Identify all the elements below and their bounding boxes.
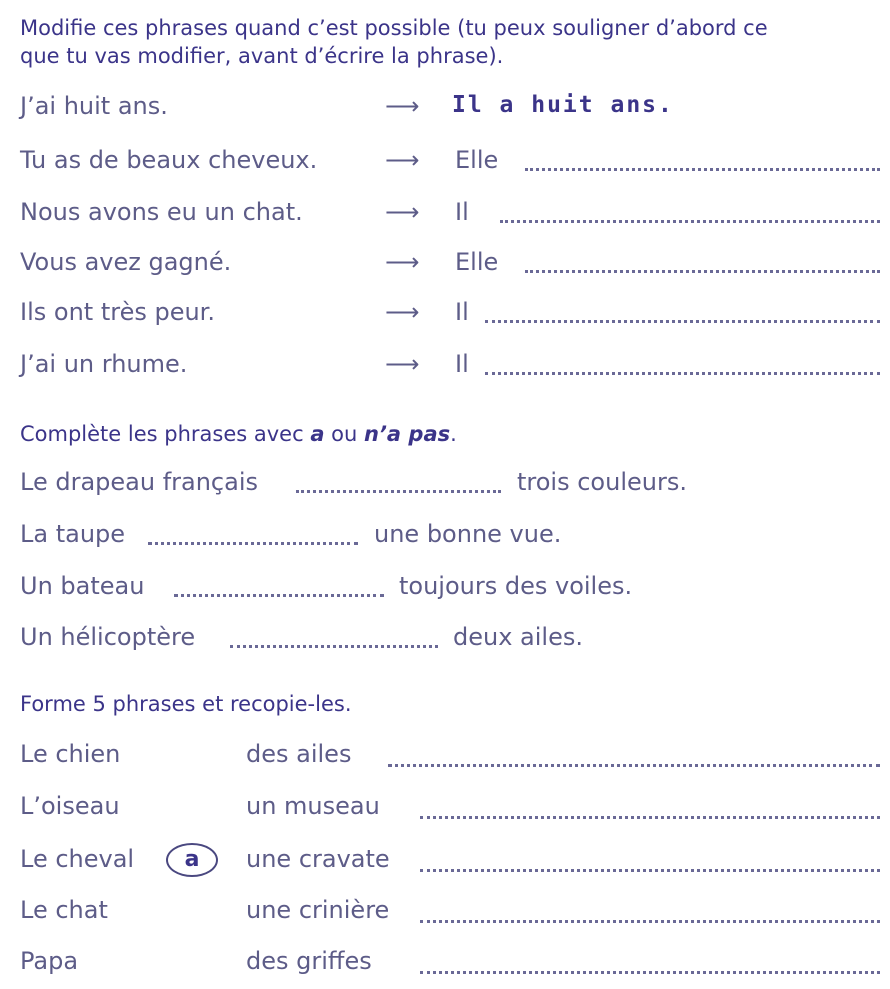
fill-sentence-3-end: toujours des voiles. [399, 572, 633, 600]
sentence-3: Nous avons eu un chat. [20, 198, 303, 226]
copy-line-4[interactable] [420, 920, 880, 923]
pronoun-3: Il [455, 198, 469, 226]
fill-blank-2[interactable] [148, 542, 358, 545]
complement-3: une cravate [246, 845, 390, 873]
instruction-2 [20, 420, 457, 448]
complement-2: un museau [246, 792, 380, 820]
subject-3: Le cheval [20, 845, 135, 873]
fill-sentence-4-start: Un hélicoptère [20, 623, 196, 651]
arrow-icon: ⟶ [385, 92, 420, 120]
instruction-2-connector: ou [324, 422, 364, 446]
answer-line-2[interactable] [525, 168, 880, 171]
sentence-5: Ils ont très peur. [20, 298, 215, 326]
pronoun-5: Il [455, 298, 469, 326]
handwritten-answer: Il a huit ans. [452, 92, 674, 118]
arrow-icon: ⟶ [385, 350, 420, 378]
arrow-icon: ⟶ [385, 146, 420, 174]
fill-blank-4[interactable] [230, 645, 438, 648]
fill-blank-3[interactable] [174, 594, 384, 597]
pronoun-2: Elle [455, 146, 499, 174]
copy-line-1[interactable] [388, 764, 880, 767]
arrow-icon: ⟶ [385, 198, 420, 226]
fill-blank-1[interactable] [296, 490, 501, 493]
arrow-icon: ⟶ [385, 248, 420, 276]
answer-line-5[interactable] [485, 320, 880, 323]
subject-2: L’oiseau [20, 792, 120, 820]
instruction-3: Forme 5 phrases et recopie-les. [20, 692, 352, 716]
copy-line-3[interactable] [420, 869, 880, 872]
fill-sentence-1-start: Le drapeau français [20, 468, 259, 496]
pronoun-6: Il [455, 350, 469, 378]
arrow-icon: ⟶ [385, 298, 420, 326]
fill-sentence-4-end: deux ailes. [453, 623, 583, 651]
sentence-4: Vous avez gagné. [20, 248, 232, 276]
sentence-6: J’ai un rhume. [20, 350, 188, 378]
instruction-1-line1: Modifie ces phrases quand c’est possible (tu peux souligner d’abord ce [20, 16, 768, 40]
instruction-2-prefix: Complète les phrases avec [20, 422, 311, 446]
complement-5: des griffes [246, 947, 372, 975]
verb-a-circle: a [166, 843, 218, 877]
fill-sentence-2-start: La taupe [20, 520, 126, 548]
sentence-1: J’ai huit ans. [20, 92, 168, 120]
option-a: a [310, 422, 325, 446]
answer-line-4[interactable] [525, 270, 880, 273]
pronoun-4: Elle [455, 248, 499, 276]
instruction-2-suffix: . [450, 422, 457, 446]
copy-line-2[interactable] [420, 816, 880, 819]
fill-sentence-1-end: trois couleurs. [517, 468, 687, 496]
subject-5: Papa [20, 947, 79, 975]
answer-line-6[interactable] [485, 372, 880, 375]
instruction-1-line2: que tu vas modifier, avant d’écrire la phrase). [20, 44, 504, 68]
fill-sentence-3-start: Un bateau [20, 572, 145, 600]
fill-sentence-2-end: une bonne vue. [374, 520, 562, 548]
copy-line-5[interactable] [420, 971, 880, 974]
option-n-a-pas: n’a pas [364, 422, 451, 446]
sentence-2: Tu as de beaux cheveux. [20, 146, 318, 174]
answer-line-3[interactable] [500, 220, 880, 223]
complement-1: des ailes [246, 740, 352, 768]
subject-1: Le chien [20, 740, 121, 768]
subject-4: Le chat [20, 896, 108, 924]
complement-4: une crinière [246, 896, 390, 924]
